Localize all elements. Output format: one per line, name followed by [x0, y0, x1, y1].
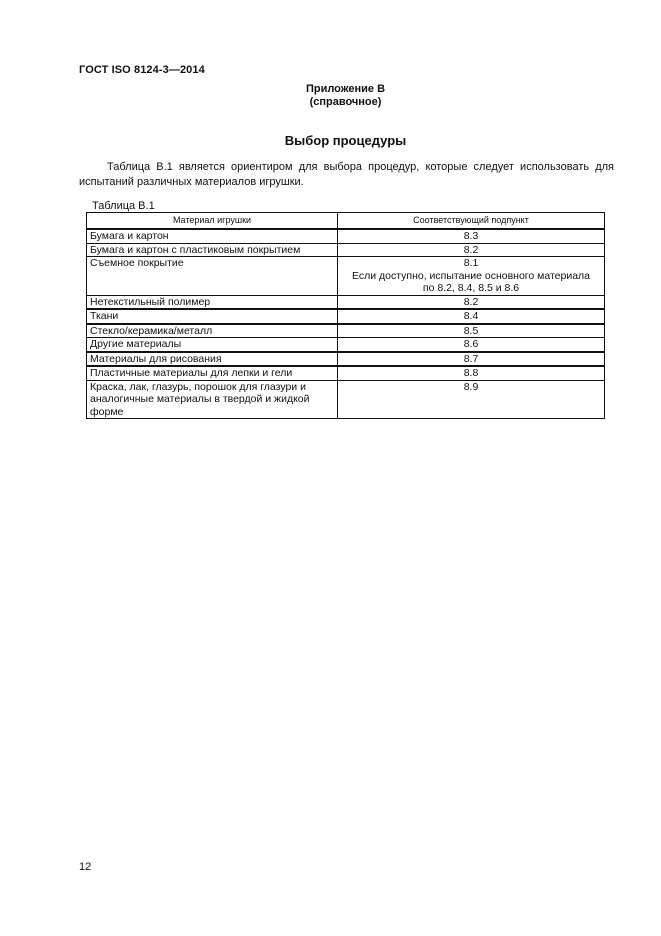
- subclause-cell: 8.6: [338, 338, 605, 352]
- material-cell: Бумага и картон: [87, 229, 338, 243]
- header-material: Материал игрушки: [87, 213, 338, 230]
- material-cell: Стекло/керамика/металл: [87, 324, 338, 338]
- header-subclause: Соответствующий подпункт: [338, 213, 605, 230]
- material-cell: Пластичные материалы для лепки и гели: [87, 366, 338, 380]
- material-cell: Краска, лак, глазурь, порошок для глазури и аналогичные материалы в твердой и жидкой форме: [87, 380, 338, 419]
- subclause-cell: 8.2: [338, 243, 605, 257]
- material-cell: Материалы для рисования: [87, 352, 338, 367]
- page-number: 12: [79, 861, 92, 873]
- subclause-cell: 8.9: [338, 380, 605, 419]
- procedure-table: [86, 212, 605, 419]
- intro-text: Таблица В.1 является ориентиром для выбора процедур, которые следует использовать для испытаний различных материалов игрушки.: [79, 161, 614, 188]
- subclause-cell: 8.2: [338, 295, 605, 309]
- table-row: [87, 324, 605, 338]
- intro-paragraph: [79, 160, 614, 190]
- table-row: [87, 380, 605, 419]
- table-row: [87, 338, 605, 352]
- document-code: ГОСТ ISO 8124-3—2014: [79, 64, 205, 76]
- annex-title: Приложение В: [305, 83, 386, 95]
- annex-status: (справочное): [309, 96, 382, 108]
- subclause-cell: 8.4: [338, 309, 605, 324]
- table-row: [87, 257, 605, 296]
- material-cell: Бумага и картон с пластиковым покрытием: [87, 243, 338, 257]
- table-row: [87, 309, 605, 324]
- subclause-line: 8.1: [463, 257, 479, 269]
- subclause-line: по 8.2, 8.4, 8.5 и 8.6: [422, 282, 520, 294]
- table-caption: Таблица В.1: [92, 200, 155, 212]
- subclause-cell: 8.7: [338, 352, 605, 367]
- table-row: [87, 243, 605, 257]
- table-row: [87, 366, 605, 380]
- subclause-cell: [338, 257, 605, 296]
- material-cell: Другие материалы: [87, 338, 338, 352]
- table-row: [87, 352, 605, 367]
- subclause-line: Если доступно, испытание основного материала: [351, 269, 591, 282]
- table-row: [87, 295, 605, 309]
- table-header-row: [87, 213, 605, 230]
- material-cell: Ткани: [87, 309, 338, 324]
- section-title: Выбор процедуры: [284, 133, 407, 148]
- subclause-cell: 8.3: [338, 229, 605, 243]
- subclause-cell: 8.5: [338, 324, 605, 338]
- table-row: [87, 229, 605, 243]
- annex-heading: [0, 83, 661, 109]
- material-cell: Съемное покрытие: [87, 257, 338, 296]
- material-cell: Нетекстильный полимер: [87, 295, 338, 309]
- subclause-cell: 8.8: [338, 366, 605, 380]
